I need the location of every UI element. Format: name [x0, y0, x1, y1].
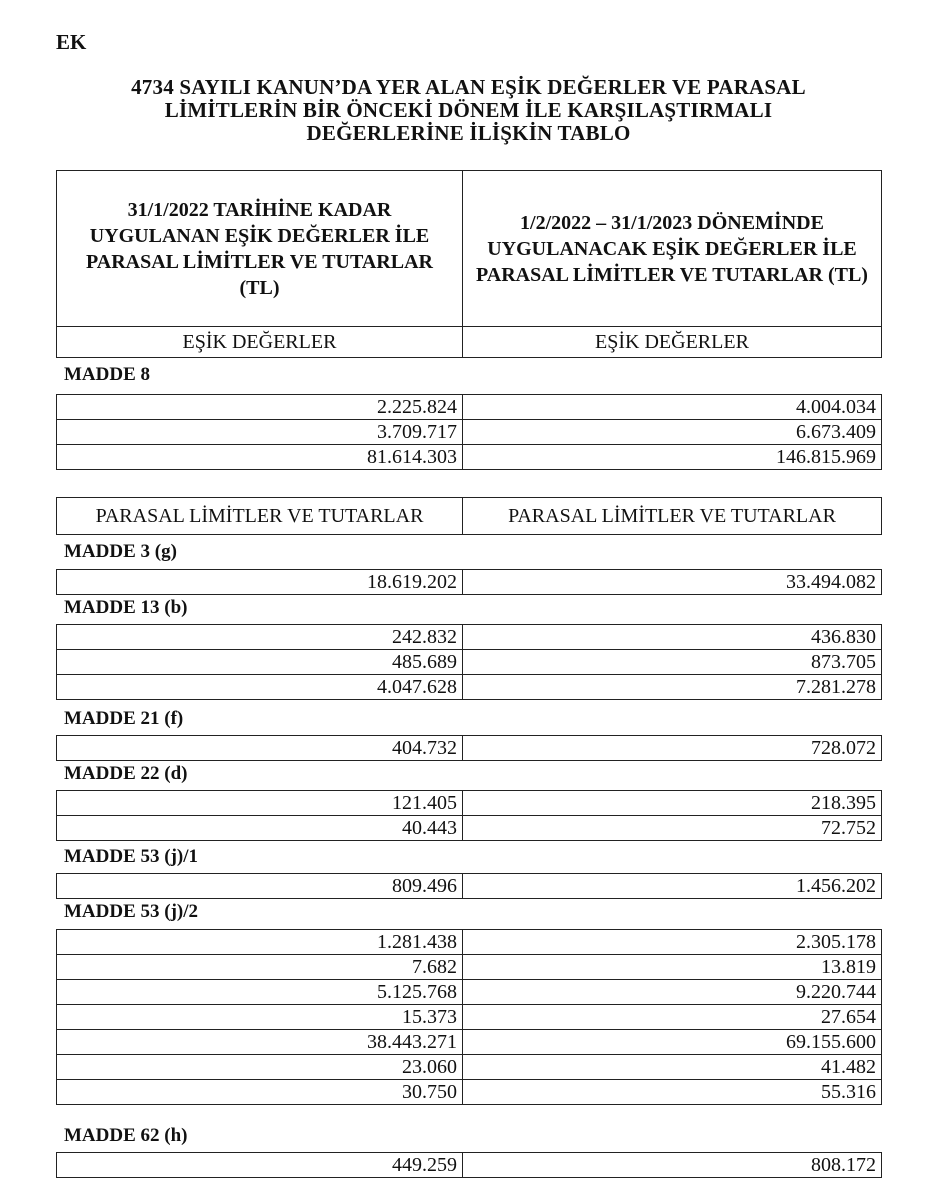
table-row: [57, 874, 882, 899]
table-row: [57, 1153, 882, 1178]
value-before: 485.689: [57, 650, 463, 675]
table-madde-13b: [56, 624, 882, 700]
value-after: 436.830: [463, 625, 882, 650]
section-title-madde-3g: MADDE 3 (g): [64, 541, 177, 562]
value-before: 2.225.824: [57, 395, 463, 420]
value-before: 1.281.438: [57, 930, 463, 955]
title-line-2: LİMİTLERİN BİR ÖNCEKİ DÖNEM İLE KARŞILAŞTIRMALI: [164, 98, 773, 122]
table-madde-62h: [56, 1152, 882, 1178]
value-before: 18.619.202: [57, 570, 463, 595]
section-title-madde-53j2: MADDE 53 (j)/2: [64, 901, 199, 922]
title-line-3: DEĞERLERİNE İLİŞKİN TABLO: [306, 121, 631, 145]
section-title-madde-8: MADDE 8: [64, 364, 151, 385]
value-after: 13.819: [463, 955, 882, 980]
value-after: 4.004.034: [463, 395, 882, 420]
value-before: 121.405: [57, 791, 463, 816]
table-madde-8: [56, 394, 882, 470]
limits-label-table: [56, 497, 882, 535]
value-after: 72.752: [463, 816, 882, 841]
table-row: [57, 570, 882, 595]
title-line-1: 4734 SAYILI KANUN’DA YER ALAN EŞİK DEĞERLER VE PARASAL: [131, 75, 806, 99]
document-title: [0, 76, 937, 145]
subheader-right: EŞİK DEĞERLER: [463, 327, 882, 358]
table-row: [57, 445, 882, 470]
value-before: 5.125.768: [57, 980, 463, 1005]
table-madde-3g: [56, 569, 882, 595]
value-after: 33.494.082: [463, 570, 882, 595]
subheader-left: EŞİK DEĞERLER: [57, 327, 463, 358]
value-before: 40.443: [57, 816, 463, 841]
value-before: 23.060: [57, 1055, 463, 1080]
section-title-madde-62h: MADDE 62 (h): [64, 1125, 188, 1146]
table-row: [57, 420, 882, 445]
table-row: [57, 1030, 882, 1055]
value-before: 81.614.303: [57, 445, 463, 470]
value-before: 15.373: [57, 1005, 463, 1030]
value-after: 808.172: [463, 1153, 882, 1178]
value-before: 4.047.628: [57, 675, 463, 700]
value-after: 9.220.744: [463, 980, 882, 1005]
value-after: 146.815.969: [463, 445, 882, 470]
section-title-madde-22d: MADDE 22 (d): [64, 763, 188, 784]
table-row: [57, 791, 882, 816]
section-title-madde-21f: MADDE 21 (f): [64, 708, 184, 729]
table-madde-22d: [56, 790, 882, 841]
section-title-madde-53j1: MADDE 53 (j)/1: [64, 846, 199, 867]
value-after: 69.155.600: [463, 1030, 882, 1055]
table-row: [57, 955, 882, 980]
value-before: 38.443.271: [57, 1030, 463, 1055]
section-title-madde-13b: MADDE 13 (b): [64, 597, 188, 618]
value-after: 27.654: [463, 1005, 882, 1030]
table-row: [57, 736, 882, 761]
value-before: 449.259: [57, 1153, 463, 1178]
annex-label: EK: [56, 30, 87, 54]
table-row: [57, 1080, 882, 1105]
table-row: [57, 675, 882, 700]
table-row: [57, 395, 882, 420]
value-before: 404.732: [57, 736, 463, 761]
limits-label-right: PARASAL LİMİTLER VE TUTARLAR: [463, 498, 882, 535]
table-row: [57, 650, 882, 675]
value-before: 809.496: [57, 874, 463, 899]
value-before: 30.750: [57, 1080, 463, 1105]
table-row: [57, 980, 882, 1005]
table-row: [57, 816, 882, 841]
value-after: 728.072: [463, 736, 882, 761]
table-madde-53j1: [56, 873, 882, 899]
table-row: [57, 1055, 882, 1080]
table-row: [57, 930, 882, 955]
value-after: 6.673.409: [463, 420, 882, 445]
value-before: 242.832: [57, 625, 463, 650]
value-after: 873.705: [463, 650, 882, 675]
value-before: 3.709.717: [57, 420, 463, 445]
value-after: 41.482: [463, 1055, 882, 1080]
value-before: 7.682: [57, 955, 463, 980]
value-after: 2.305.178: [463, 930, 882, 955]
value-after: 218.395: [463, 791, 882, 816]
table-madde-21f: [56, 735, 882, 761]
value-after: 55.316: [463, 1080, 882, 1105]
limits-label-left: PARASAL LİMİTLER VE TUTARLAR: [57, 498, 463, 535]
header-right: 1/2/2022 – 31/1/2023 DÖNEMİNDE UYGULANACAK EŞİK DEĞERLER İLE PARASAL LİMİTLER VE TUTARLAR (TL): [463, 171, 882, 327]
table-row: [57, 1005, 882, 1030]
table-row: [57, 625, 882, 650]
header-table: [56, 170, 882, 358]
value-after: 1.456.202: [463, 874, 882, 899]
header-left: 31/1/2022 TARİHİNE KADAR UYGULANAN EŞİK DEĞERLER İLE PARASAL LİMİTLER VE TUTARLAR (TL): [57, 171, 463, 327]
value-after: 7.281.278: [463, 675, 882, 700]
table-madde-53j2: [56, 929, 882, 1105]
